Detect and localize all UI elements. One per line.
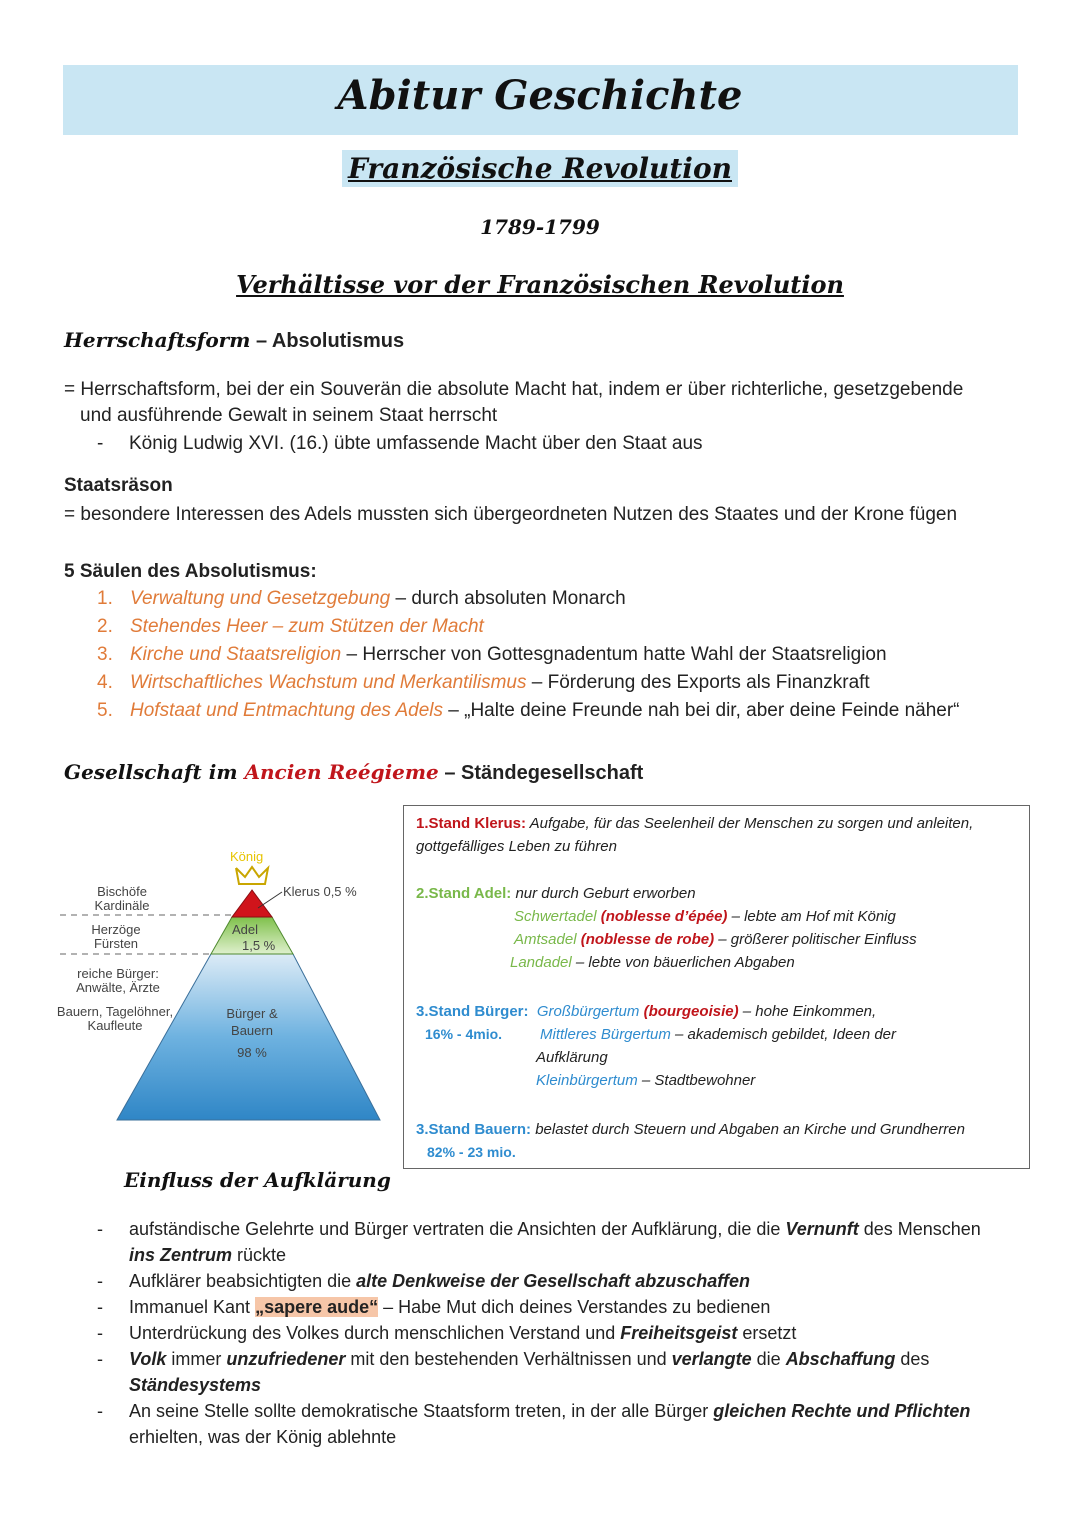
pyramid-koenig-label: König: [230, 849, 264, 864]
pyramid-adel-pct: 1,5 %: [242, 938, 276, 953]
page-subtitle: Französische Revolution: [342, 150, 738, 187]
saeulen-heading: 5 Säulen des Absolutismus:: [64, 561, 317, 582]
list-item: - An seine Stelle sollte demokratische Staatsform treten, in der alle Bürger gleichen Rechte und Pflichten erhielten, was der König ablehnte: [97, 1401, 971, 1447]
left-label-bauern: Bauern, Tagelöhner, Kaufleute: [56, 1004, 174, 1033]
subtitle-wrap: [0, 150, 1080, 187]
stand-1: 1.Stand Klerus: Aufgabe, für das Seelenheil der Menschen zu sorgen und anleiten, gottgefälliges Leben zu führen: [416, 815, 974, 855]
list-item: 4. Wirtschaftliches Wachstum und Merkantilismus – Förderung des Exports als Finanzkraft: [97, 672, 870, 693]
list-item: - Immanuel Kant „sapere aude“ – Habe Mut dich deines Verstandes zu bedienen: [97, 1297, 771, 1317]
list-item: - Volk immer unzufriedener mit den bestehenden Verhältnissen und verlangte die Abschaffung des Ständesystems: [97, 1349, 930, 1395]
bullet-dash: -: [97, 433, 104, 454]
pyramid-klerus-label: Klerus 0,5 %: [283, 884, 357, 899]
staatsraeson-heading: Staatsräson: [64, 475, 173, 496]
left-label-klerus: Bischöfe Kardinäle: [94, 884, 150, 913]
herrschaft-def-1: = Herrschaftsform, bei der ein Souverän die absolute Macht hat, indem er über richterliche, gesetzgebende: [64, 379, 964, 400]
list-item: 1. Verwaltung und Gesetzgebung – durch absoluten Monarch: [97, 588, 626, 609]
stand-3: 3.Stand Bürger: Großbürgertum (bourgeoisie) – hohe Einkommen, 16% - 4mio. Mittleres Bürgertum – akademisch gebildet, Ideen der Aufklärung Kleinbürgertum – Stadtbewohner: [416, 1003, 897, 1089]
pyramid-bauern-label: Bauern: [231, 1023, 273, 1038]
aufklaerung-heading: Einfluss der Aufklärung: [124, 1168, 391, 1192]
stand-2: 2.Stand Adel: nur durch Geburt erworben Schwertadel (noblesse d’épée) – lebte am Hof mit König Amtsadel (noblesse de robe) – größerer politischer Einfluss Landadel – lebte von bäuerlichen Abgaben: [416, 885, 917, 971]
saeulen-list: [97, 585, 960, 725]
staatsraeson-text: = besondere Interessen des Adels mussten sich übergeordneten Nutzen des Staates und der Krone fügen: [64, 504, 958, 525]
list-item: 5. Hofstaat und Entmachtung des Adels – „Halte deine Freunde nah bei dir, aber deine Feinde näher“: [97, 700, 960, 721]
left-label-adel: Herzöge Fürsten: [91, 922, 141, 951]
klerus-pointer: [258, 892, 282, 908]
pyramid-buerger-label: Bürger &: [226, 1006, 278, 1021]
page-title: Abitur Geschichte: [337, 72, 743, 119]
pyramid-buerger-pct: 98 %: [237, 1045, 267, 1060]
herrschaft-heading-label: Herrschaftsform: [64, 328, 251, 352]
stand-4: 3.Stand Bauern: belastet durch Steuern und Abgaben an Kirche und Grundherren 82% - 23 mio.: [416, 1121, 965, 1160]
herrschaft-bullet-text: König Ludwig XVI. (16.) übte umfassende Macht über den Staat aus: [129, 433, 703, 454]
list-item: - Aufklärer beabsichtigten die alte Denkweise der Gesellschaft abzuschaffen: [97, 1271, 750, 1291]
left-label-reiche: reiche Bürger: Anwälte, Ärzte: [76, 966, 160, 995]
staende-box: [403, 805, 1030, 1169]
pyramid-adel-label: Adel: [232, 922, 259, 937]
herrschaft-bullet: [97, 431, 703, 457]
herrschaft-def-2: und ausführende Gewalt in seinem Staat herrscht: [80, 405, 498, 426]
list-item: - Unterdrückung des Volkes durch menschlichen Verstand und Freiheitsgeist ersetzt: [97, 1323, 797, 1343]
herrschaft-heading: [64, 328, 404, 353]
years: 1789-1799: [480, 215, 600, 239]
aufklaerung-list: [97, 1216, 1027, 1450]
herrschaft-heading-suffix: – Absolutismus: [250, 330, 405, 352]
pyramid-klerus: [232, 890, 272, 917]
list-item: - aufständische Gelehrte und Bürger vertraten die Ansichten der Aufklärung, die die Vernunft des Menschen ins Zentrum rückte: [97, 1219, 981, 1265]
crown-icon: [236, 867, 268, 884]
section-title: Verhältisse vor der Französischen Revolution: [236, 270, 844, 299]
list-item: 2. Stehendes Heer – zum Stützen der Macht: [97, 616, 484, 637]
list-item: 3. Kirche und Staatsreligion – Herrscher von Gottesgnadentum hatte Wahl der Staatsreligion: [97, 644, 887, 665]
gesellschaft-heading: Gesellschaft im Ancien Reégieme – Ständegesellschaft: [64, 760, 644, 784]
